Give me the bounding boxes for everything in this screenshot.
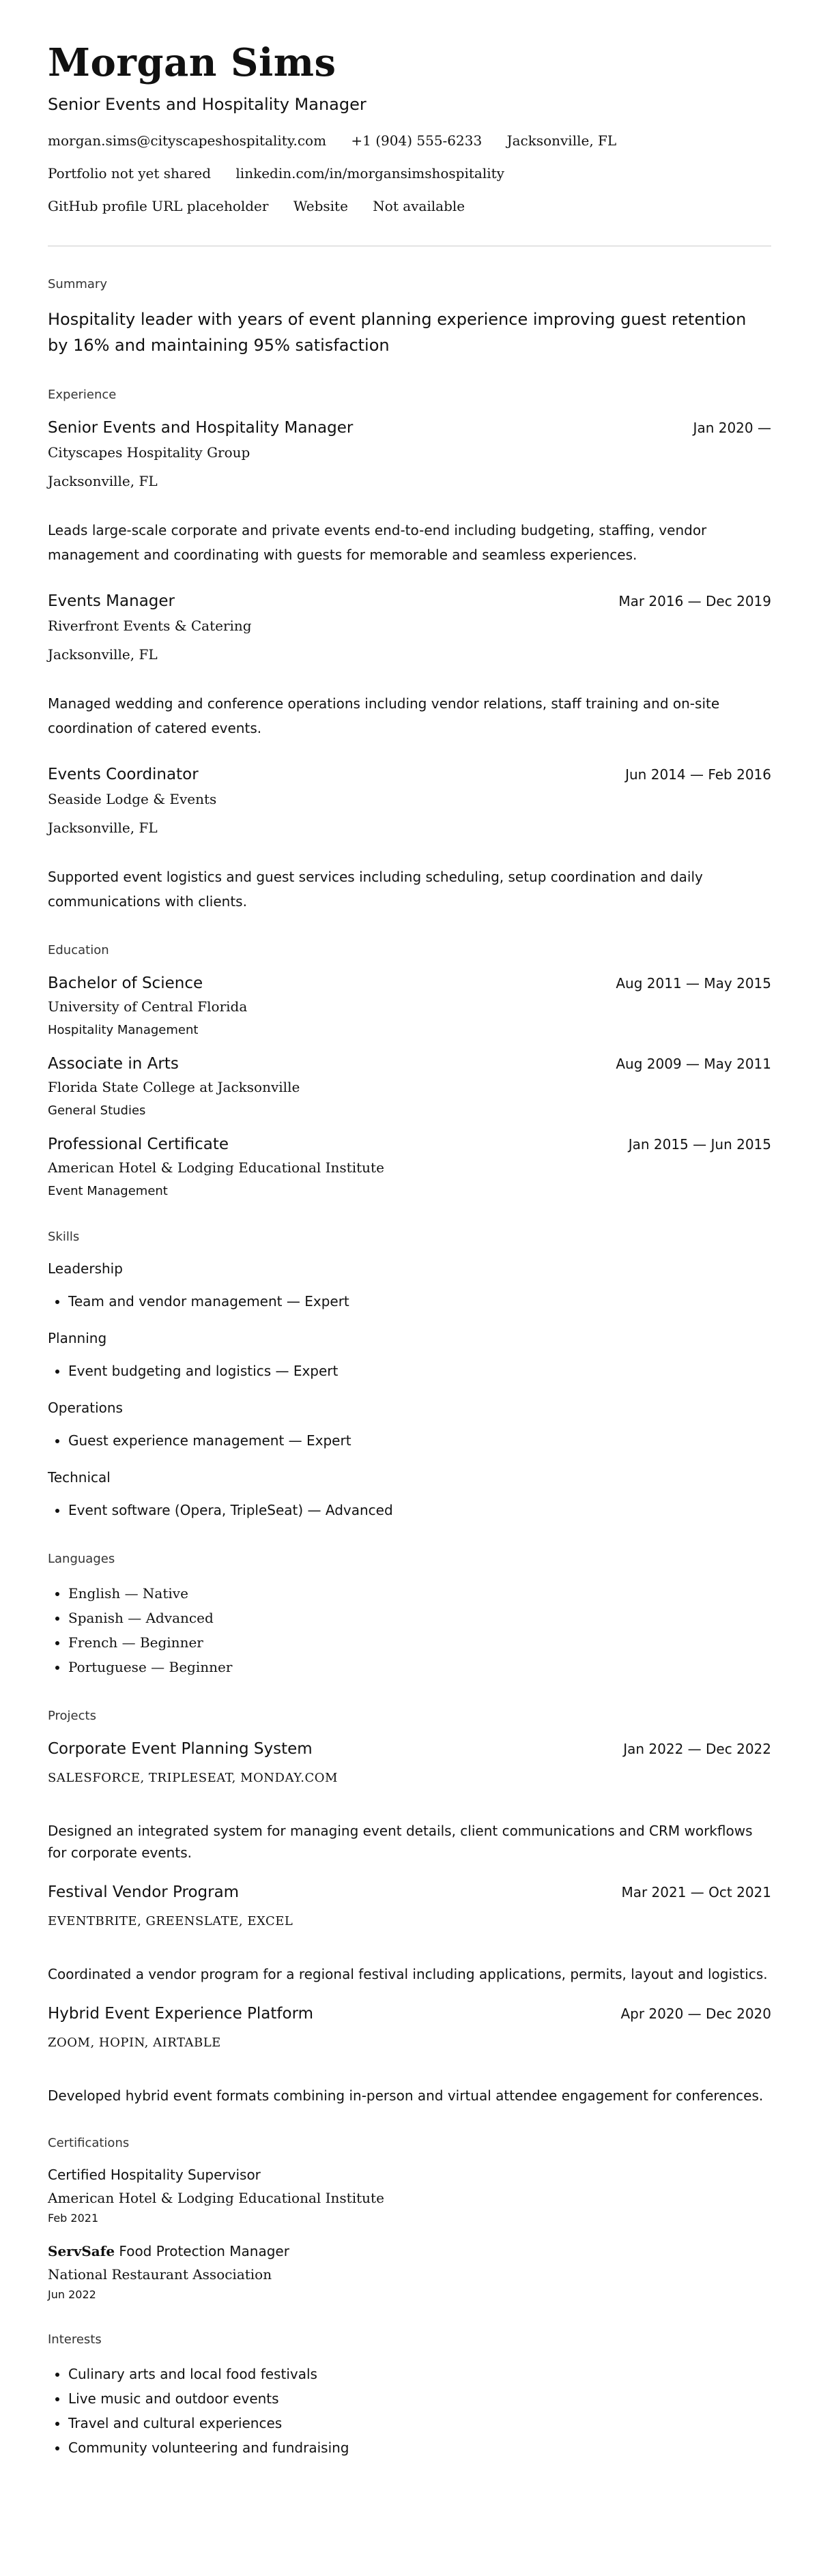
job-title: Events Manager — [48, 592, 175, 610]
field-of-study: Event Management — [48, 1184, 168, 1198]
school-name: University of Central Florida — [48, 998, 248, 1015]
project-tech: SALESFORCE, TRIPLESEAT, MONDAY.COM — [48, 1771, 338, 1785]
job-company: Seaside Lodge & Events — [48, 791, 217, 807]
education-dates: Jan 2015 — Jun 2015 — [628, 1136, 771, 1153]
certification-issuer: National Restaurant Association — [48, 2266, 272, 2283]
project-item — [48, 2003, 771, 2107]
school-name: Florida State College at Jacksonville — [48, 1079, 300, 1095]
project-title: Festival Vendor Program — [48, 1883, 240, 1901]
skill-group-title: Technical — [48, 1469, 111, 1486]
experience-item — [48, 417, 771, 567]
job-description: Managed wedding and conference operations including vendor relations, staff training and on-site coordination of catered events. — [48, 695, 720, 736]
interest-item: • Culinary arts and local food festivals — [68, 2362, 771, 2386]
project-tech: EVENTBRITE, GREENSLATE, EXCEL — [48, 1914, 293, 1928]
degree-title: Bachelor of Science — [48, 974, 203, 992]
skill-group-title: Planning — [48, 1330, 107, 1346]
job-description: Leads large-scale corporate and private events end-to-end including budgeting, staffing, vendor management and coordinating with guests for memorable and seamless experiences. — [48, 522, 707, 563]
contact-linkedin[interactable]: linkedin.com/in/morgansimshospitality — [235, 165, 504, 182]
skill-group-title: Leadership — [48, 1260, 123, 1277]
experience-section — [48, 387, 771, 914]
job-dates: Jan 2020 — — [693, 420, 771, 436]
education-dates: Aug 2009 — May 2011 — [616, 1056, 771, 1072]
contact-portfolio: Portfolio not yet shared — [48, 165, 212, 182]
field-of-study: Hospitality Management — [48, 1023, 199, 1037]
school-name: American Hotel & Lodging Educational Institute — [48, 1159, 384, 1176]
language-item: • English — Native — [68, 1581, 771, 1606]
education-item — [48, 972, 771, 1039]
job-location: Jacksonville, FL — [48, 473, 158, 489]
certification-date: Jun 2022 — [48, 2288, 96, 2301]
job-description: Supported event logistics and guest services including scheduling, setup coordination and daily communications with clients. — [48, 869, 703, 910]
certification-title — [48, 2242, 771, 2261]
contact-github: GitHub profile URL placeholder — [48, 198, 269, 214]
certification-title-bold: ServSafe — [48, 2243, 115, 2259]
section-title-certifications: Certifications — [48, 2136, 130, 2150]
certification-issuer: American Hotel & Lodging Educational Institute — [48, 2190, 384, 2206]
section-title-languages: Languages — [48, 1552, 115, 1566]
candidate-name: Morgan Sims — [48, 40, 336, 85]
section-title-projects: Projects — [48, 1709, 96, 1723]
project-description: Developed hybrid event formats combining in-person and virtual attendee engagement for conferences. — [48, 2087, 764, 2104]
certification-date: Feb 2021 — [48, 2212, 99, 2225]
degree-title: Professional Certificate — [48, 1135, 229, 1153]
contact-location: Jacksonville, FL — [506, 132, 617, 149]
skill-list — [48, 1359, 771, 1383]
skill-list — [48, 1289, 771, 1314]
interest-item: • Live music and outdoor events — [68, 2386, 771, 2411]
skill-list — [48, 1428, 771, 1453]
skill-group-title: Operations — [48, 1400, 123, 1416]
field-of-study: General Studies — [48, 1103, 146, 1118]
education-dates: Aug 2011 — May 2015 — [616, 975, 771, 992]
contact-extra-1: Website — [293, 198, 348, 214]
skill-item: • Team and vendor management — Expert — [68, 1289, 771, 1314]
projects-section — [48, 1708, 771, 2107]
project-description: Designed an integrated system for managing event details, client communications and CRM workflows for corporate events. — [48, 1823, 753, 1861]
job-title: Events Coordinator — [48, 766, 199, 783]
project-tech: ZOOM, HOPIN, AIRTABLE — [48, 2036, 221, 2050]
job-dates: Jun 2014 — Feb 2016 — [625, 766, 771, 783]
skill-group — [48, 1329, 771, 1383]
section-title-skills: Skills — [48, 1230, 80, 1244]
skill-group — [48, 1468, 771, 1522]
project-dates: Mar 2021 — Oct 2021 — [621, 1884, 771, 1900]
resume-header — [48, 41, 771, 216]
skill-list — [48, 1498, 771, 1522]
job-dates: Mar 2016 — Dec 2019 — [618, 593, 771, 609]
skills-section — [48, 1229, 771, 1522]
certification-title-rest: Food Protection Manager — [115, 2243, 289, 2259]
summary-section — [48, 276, 771, 358]
job-company: Riverfront Events & Catering — [48, 618, 252, 634]
languages-section — [48, 1551, 771, 1679]
language-list — [48, 1581, 771, 1679]
interest-item: • Travel and cultural experiences — [68, 2411, 771, 2435]
education-item — [48, 1133, 771, 1200]
project-title: Corporate Event Planning System — [48, 1740, 313, 1758]
certification-item — [48, 2242, 771, 2303]
contact-email[interactable]: morgan.sims@cityscapeshospitality.com — [48, 132, 327, 149]
project-item — [48, 1738, 771, 1864]
contact-line-2 — [48, 164, 771, 183]
project-dates: Apr 2020 — Dec 2020 — [620, 2006, 771, 2022]
skill-item: • Guest experience management — Expert — [68, 1428, 771, 1453]
job-location: Jacksonville, FL — [48, 646, 158, 663]
section-title-interests: Interests — [48, 2332, 102, 2347]
candidate-headline: Senior Events and Hospitality Manager — [48, 95, 367, 114]
interest-item: • Community volunteering and fundraising — [68, 2435, 771, 2460]
education-section — [48, 942, 771, 1200]
degree-title: Associate in Arts — [48, 1055, 179, 1073]
section-title-summary: Summary — [48, 277, 107, 291]
experience-item — [48, 590, 771, 740]
interests-section — [48, 2332, 771, 2460]
experience-item — [48, 764, 771, 914]
language-item: • Portuguese — Beginner — [68, 1655, 771, 1679]
summary-text: Hospitality leader with years of event planning experience improving guest retention by 16% and maintaining 95% satisfaction — [48, 310, 747, 355]
project-item — [48, 1881, 771, 1985]
contact-line-3 — [48, 197, 771, 216]
language-item: • Spanish — Advanced — [68, 1606, 771, 1630]
contact-line-1 — [48, 131, 771, 150]
project-dates: Jan 2022 — Dec 2022 — [623, 1741, 771, 1757]
contact-phone[interactable]: +1 (904) 555-6233 — [351, 132, 483, 149]
skill-item: • Event budgeting and logistics — Expert — [68, 1359, 771, 1383]
section-title-experience: Experience — [48, 388, 117, 402]
project-title: Hybrid Event Experience Platform — [48, 2005, 314, 2023]
job-location: Jacksonville, FL — [48, 820, 158, 836]
skill-item: • Event software (Opera, TripleSeat) — Advanced — [68, 1498, 771, 1522]
certification-title-text: Certified Hospitality Supervisor — [48, 2167, 261, 2183]
interest-list — [48, 2362, 771, 2460]
skill-group — [48, 1259, 771, 1314]
language-item: • French — Beginner — [68, 1630, 771, 1655]
section-title-education: Education — [48, 943, 109, 957]
education-item — [48, 1053, 771, 1120]
certification-item — [48, 2165, 771, 2227]
contact-extra-2: Not available — [373, 198, 465, 214]
skill-group — [48, 1398, 771, 1453]
project-description: Coordinated a vendor program for a regional festival including applications, permits, layout and logistics. — [48, 1966, 768, 1982]
job-title: Senior Events and Hospitality Manager — [48, 419, 354, 437]
certification-title — [48, 2165, 771, 2184]
job-company: Cityscapes Hospitality Group — [48, 444, 250, 461]
certifications-section — [48, 2135, 771, 2303]
